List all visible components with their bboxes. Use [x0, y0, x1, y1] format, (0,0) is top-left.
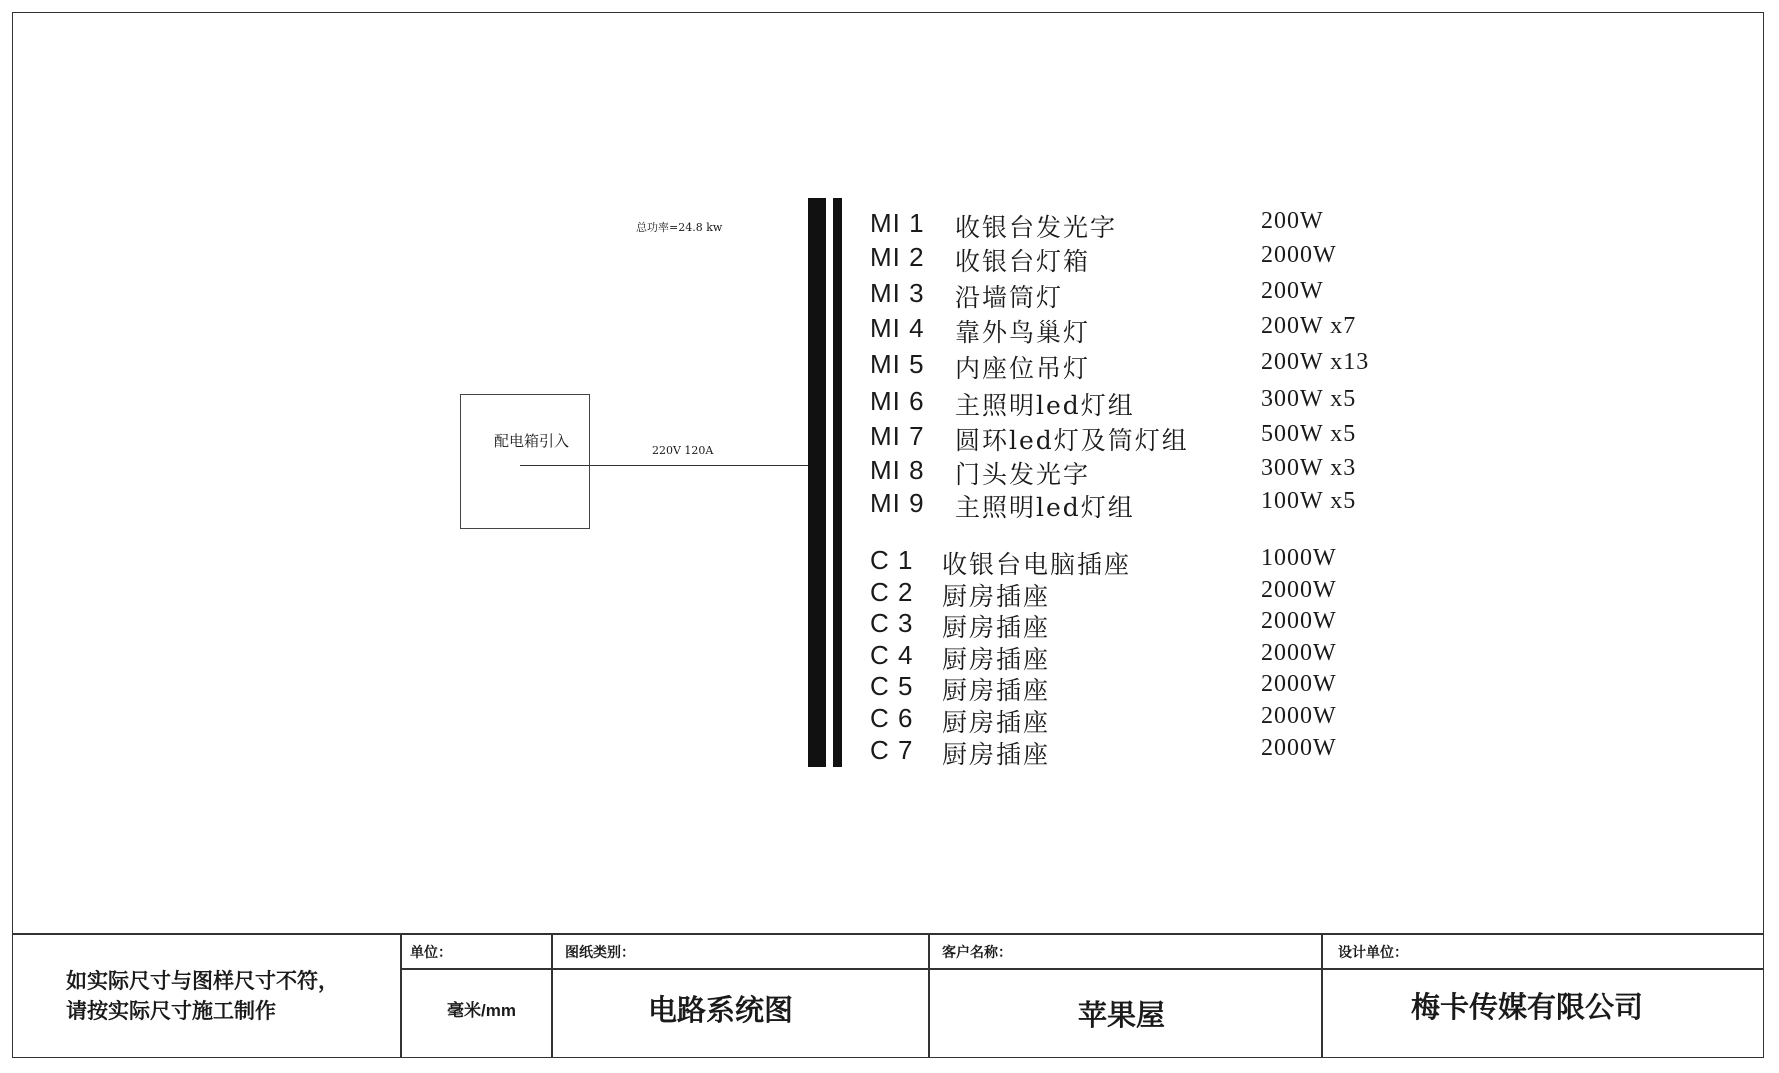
- busbar-main: [808, 198, 826, 767]
- lighting-circuit-name: 主照明led灯组: [955, 493, 1135, 522]
- lighting-circuit-name: 主照明led灯组: [955, 391, 1135, 420]
- lighting-circuit-name: 门头发光字: [955, 460, 1091, 489]
- lighting-circuit-name: 靠外鸟巢灯: [955, 318, 1091, 347]
- size-note-line2: 请按实际尺寸施工制作: [66, 1000, 276, 1023]
- designer-value: 梅卡传媒有限公司: [1411, 992, 1644, 1024]
- feed-line: [520, 465, 810, 466]
- lighting-circuit-power: 2000W: [1261, 242, 1337, 268]
- title-block-header-line: [400, 968, 1764, 970]
- lighting-circuit-power: 200W: [1261, 208, 1324, 234]
- socket-circuit-code: C 4: [870, 640, 914, 670]
- socket-circuit-power: 2000W: [1261, 608, 1337, 634]
- lighting-circuit-name: 收银台灯箱: [955, 247, 1091, 276]
- lighting-circuit-code: MI 4: [870, 313, 925, 343]
- title-block-divider: [928, 933, 930, 1058]
- socket-circuit-power: 2000W: [1261, 735, 1337, 761]
- socket-circuit-code: C 3: [870, 608, 914, 638]
- socket-circuit-code: C 6: [870, 703, 914, 733]
- distribution-box: [460, 394, 590, 529]
- distribution-box-label: 配电箱引入: [494, 432, 570, 450]
- lighting-circuit-code: MI 2: [870, 242, 925, 272]
- socket-circuit-name: 厨房插座: [942, 582, 1051, 611]
- unit-label: 单位：: [410, 944, 452, 960]
- socket-circuit-power: 2000W: [1261, 703, 1337, 729]
- socket-circuit-power: 1000W: [1261, 545, 1337, 571]
- lighting-circuit-power: 200W: [1261, 278, 1324, 304]
- lighting-circuit-power: 300W x3: [1261, 455, 1357, 481]
- socket-circuit-power: 2000W: [1261, 671, 1337, 697]
- lighting-circuit-name: 圆环led灯及筒灯组: [955, 426, 1189, 455]
- socket-circuit-name: 厨房插座: [942, 676, 1051, 705]
- lighting-circuit-code: MI 9: [870, 488, 925, 518]
- title-block-divider: [1321, 933, 1323, 1058]
- socket-circuit-name: 厨房插座: [942, 645, 1051, 674]
- socket-circuit-code: C 7: [870, 735, 914, 765]
- busbar-secondary: [833, 198, 842, 767]
- socket-circuit-code: C 1: [870, 545, 914, 575]
- unit-value: 毫米/mm: [447, 1001, 516, 1020]
- socket-circuit-code: C 5: [870, 671, 914, 701]
- feed-rating-label: 220V 120A: [652, 444, 714, 457]
- lighting-circuit-power: 100W x5: [1261, 488, 1357, 514]
- lighting-circuit-power: 200W x7: [1261, 313, 1357, 339]
- title-block-divider: [551, 933, 553, 1058]
- client-value: 苹果屋: [1078, 1000, 1166, 1032]
- sheet-border: [12, 12, 1764, 1058]
- designer-label: 设计单位：: [1338, 944, 1408, 960]
- lighting-circuit-name: 内座位吊灯: [955, 354, 1091, 383]
- lighting-circuit-power: 200W x13: [1261, 349, 1370, 375]
- socket-circuit-name: 收银台电脑插座: [942, 550, 1132, 579]
- lighting-circuit-power: 500W x5: [1261, 421, 1357, 447]
- category-label: 图纸类别：: [565, 944, 635, 960]
- lighting-circuit-code: MI 8: [870, 455, 925, 485]
- lighting-circuit-power: 300W x5: [1261, 386, 1357, 412]
- lighting-circuit-name: 收银台发光字: [955, 213, 1118, 242]
- socket-circuit-name: 厨房插座: [942, 740, 1051, 769]
- socket-circuit-name: 厨房插座: [942, 613, 1051, 642]
- client-label: 客户名称：: [942, 944, 1012, 960]
- size-note-line1: 如实际尺寸与图样尺寸不符，: [66, 970, 339, 993]
- category-value: 电路系统图: [648, 995, 794, 1027]
- total-power-label: 总功率=24.8 kw: [636, 221, 723, 234]
- title-block-divider: [400, 933, 402, 1058]
- socket-circuit-name: 厨房插座: [942, 708, 1051, 737]
- socket-circuit-power: 2000W: [1261, 640, 1337, 666]
- socket-circuit-code: C 2: [870, 577, 914, 607]
- lighting-circuit-code: MI 7: [870, 421, 925, 451]
- lighting-circuit-code: MI 1: [870, 208, 925, 238]
- lighting-circuit-code: MI 3: [870, 278, 925, 308]
- lighting-circuit-code: MI 5: [870, 349, 925, 379]
- socket-circuit-power: 2000W: [1261, 577, 1337, 603]
- title-block-top-line: [12, 933, 1764, 935]
- lighting-circuit-code: MI 6: [870, 386, 925, 416]
- lighting-circuit-name: 沿墙筒灯: [955, 283, 1064, 312]
